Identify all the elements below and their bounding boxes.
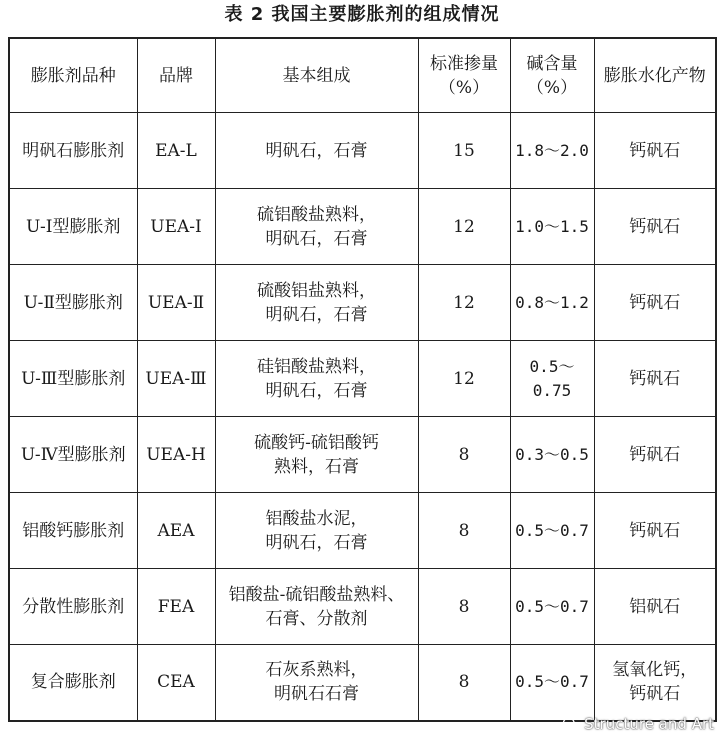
- table-row: [9, 417, 716, 493]
- expansion-agent-table: [8, 37, 717, 722]
- cell-alkali: [510, 189, 594, 265]
- cell-dosage: [418, 645, 510, 721]
- cell-dosage: [418, 189, 510, 265]
- header-product: 膨胀水化产物: [594, 38, 716, 113]
- brand-text: FEA: [157, 596, 195, 617]
- header-brand: 品牌: [137, 38, 215, 113]
- header-alkali-line2: （%）: [526, 77, 578, 98]
- dosage-value: 12: [453, 216, 475, 237]
- cell-type: [9, 265, 137, 341]
- product-line1: 氢氧化钙，: [612, 660, 698, 681]
- cell-product: [594, 493, 716, 569]
- header-alkali: [510, 38, 594, 113]
- dosage-value: 12: [453, 368, 475, 389]
- dosage-value: 8: [458, 672, 470, 693]
- cell-dosage: [418, 265, 510, 341]
- cell-brand: [137, 189, 215, 265]
- composition-line2: 明矾石，石膏: [265, 532, 368, 553]
- cell-brand: [137, 569, 215, 645]
- type-text: 铝酸钙膨胀剂: [22, 520, 125, 541]
- cell-composition: [215, 645, 418, 721]
- composition-line2: 石膏、分散剂: [265, 608, 368, 629]
- cell-dosage: [418, 569, 510, 645]
- dosage-value: 8: [458, 596, 470, 617]
- composition-line1: 铝酸盐水泥，: [265, 508, 368, 529]
- alkali-value: 0.5～0.7: [515, 596, 589, 616]
- composition-line2: 明矾石，石膏: [265, 228, 368, 249]
- cell-type: [9, 189, 137, 265]
- cell-type: [9, 493, 137, 569]
- composition-line2: 明矾石石膏: [274, 684, 359, 705]
- cell-type: [9, 417, 137, 493]
- header-row: [9, 38, 716, 113]
- composition-line2: 熟料，石膏: [274, 456, 359, 477]
- product-line1: 钙矾石: [629, 520, 681, 541]
- product-line1: 钙矾石: [629, 216, 681, 237]
- brand-text: UEA-Ⅰ: [150, 216, 202, 237]
- watermark-text: Structure and Art: [584, 715, 714, 733]
- composition-line1: 硫酸铝盐熟料，: [257, 280, 376, 301]
- type-text: 分散性膨胀剂: [22, 596, 125, 617]
- brand-text: AEA: [157, 520, 195, 541]
- type-text: U-Ⅳ型膨胀剂: [20, 444, 126, 465]
- type-text: 明矾石膨胀剂: [22, 140, 125, 161]
- alkali-value: 0.5～0.7: [515, 520, 589, 540]
- alkali-value: 0.8～1.2: [515, 292, 589, 312]
- type-text: U-Ⅲ型膨胀剂: [21, 368, 126, 389]
- cell-alkali: [510, 417, 594, 493]
- cell-brand: [137, 645, 215, 721]
- product-line1: 钙矾石: [629, 140, 681, 161]
- product-line2: 钙矾石: [629, 684, 681, 705]
- type-text: U-Ⅰ型膨胀剂: [26, 216, 121, 237]
- table-row: [9, 265, 716, 341]
- composition-line1: 铝酸盐-硫铝酸盐熟料、: [228, 584, 405, 605]
- cell-type: [9, 569, 137, 645]
- cell-product: [594, 189, 716, 265]
- dosage-value: 8: [458, 520, 470, 541]
- cell-alkali: [510, 341, 594, 417]
- watermark: [562, 715, 714, 733]
- header-dosage: [418, 38, 510, 113]
- cell-dosage: [418, 341, 510, 417]
- cell-alkali: [510, 265, 594, 341]
- cell-composition: [215, 417, 418, 493]
- type-text: U-Ⅱ型膨胀剂: [23, 292, 123, 313]
- composition-line1: 硫酸钙-硫铝酸钙: [254, 432, 379, 453]
- brand-text: UEA-Ⅲ: [145, 368, 207, 389]
- alkali-value: 1.0～1.5: [515, 216, 589, 236]
- cell-product: [594, 341, 716, 417]
- type-text: 复合膨胀剂: [30, 672, 116, 693]
- header-dosage-line2: （%）: [438, 77, 490, 98]
- cell-alkali: [510, 645, 594, 721]
- cell-composition: [215, 569, 418, 645]
- composition-line1: 石灰系熟料，: [265, 660, 368, 681]
- header-alkali-line1: 碱含量: [526, 53, 578, 74]
- table-row: [9, 189, 716, 265]
- cell-composition: [215, 265, 418, 341]
- header-composition: 基本组成: [215, 38, 418, 113]
- brand-text: EA-L: [155, 140, 197, 161]
- brand-text: UEA-Ⅱ: [147, 292, 205, 313]
- wechat-icon: [562, 715, 580, 733]
- dosage-value: 8: [458, 444, 470, 465]
- cell-dosage: [418, 417, 510, 493]
- cell-alkali: [510, 113, 594, 189]
- cell-dosage: [418, 113, 510, 189]
- composition-line1: 硅铝酸盐熟料，: [257, 356, 376, 377]
- table-row: [9, 493, 716, 569]
- cell-dosage: [418, 493, 510, 569]
- cell-brand: [137, 493, 215, 569]
- cell-product: [594, 113, 716, 189]
- cell-product: [594, 417, 716, 493]
- cell-composition: [215, 493, 418, 569]
- cell-brand: [137, 341, 215, 417]
- brand-text: UEA-H: [146, 444, 206, 465]
- dosage-value: 12: [453, 292, 475, 313]
- alkali-value: 0.5～0.75: [529, 356, 575, 400]
- brand-text: CEA: [157, 672, 195, 693]
- product-line1: 铝矾石: [629, 596, 681, 617]
- cell-product: [594, 265, 716, 341]
- cell-type: [9, 341, 137, 417]
- composition-line1: 明矾石，石膏: [265, 140, 368, 161]
- cell-brand: [137, 265, 215, 341]
- product-line1: 钙矾石: [629, 292, 681, 313]
- alkali-value: 0.5～0.7: [515, 672, 589, 692]
- table-title: 表 2 我国主要膨胀剂的组成情况: [224, 4, 500, 25]
- cell-product: [594, 645, 716, 721]
- product-line1: 钙矾石: [629, 444, 681, 465]
- alkali-value: 0.3～0.5: [515, 444, 589, 464]
- cell-composition: [215, 341, 418, 417]
- cell-brand: [137, 417, 215, 493]
- table-row: [9, 645, 716, 721]
- header-type: 膨胀剂品种: [9, 38, 137, 113]
- composition-line2: 明矾石，石膏: [265, 380, 368, 401]
- table-row: [9, 113, 716, 189]
- cell-alkali: [510, 493, 594, 569]
- header-dosage-line1: 标准掺量: [430, 53, 498, 74]
- cell-composition: [215, 113, 418, 189]
- cell-type: [9, 645, 137, 721]
- dosage-value: 15: [453, 140, 475, 161]
- alkali-value: 1.8～2.0: [515, 140, 589, 160]
- cell-product: [594, 569, 716, 645]
- cell-alkali: [510, 569, 594, 645]
- cell-brand: [137, 113, 215, 189]
- table-row: [9, 569, 716, 645]
- cell-composition: [215, 189, 418, 265]
- table-row: [9, 341, 716, 417]
- product-line1: 钙矾石: [629, 368, 681, 389]
- composition-line2: 明矾石，石膏: [265, 304, 368, 325]
- composition-line1: 硫铝酸盐熟料，: [257, 204, 376, 225]
- cell-type: [9, 113, 137, 189]
